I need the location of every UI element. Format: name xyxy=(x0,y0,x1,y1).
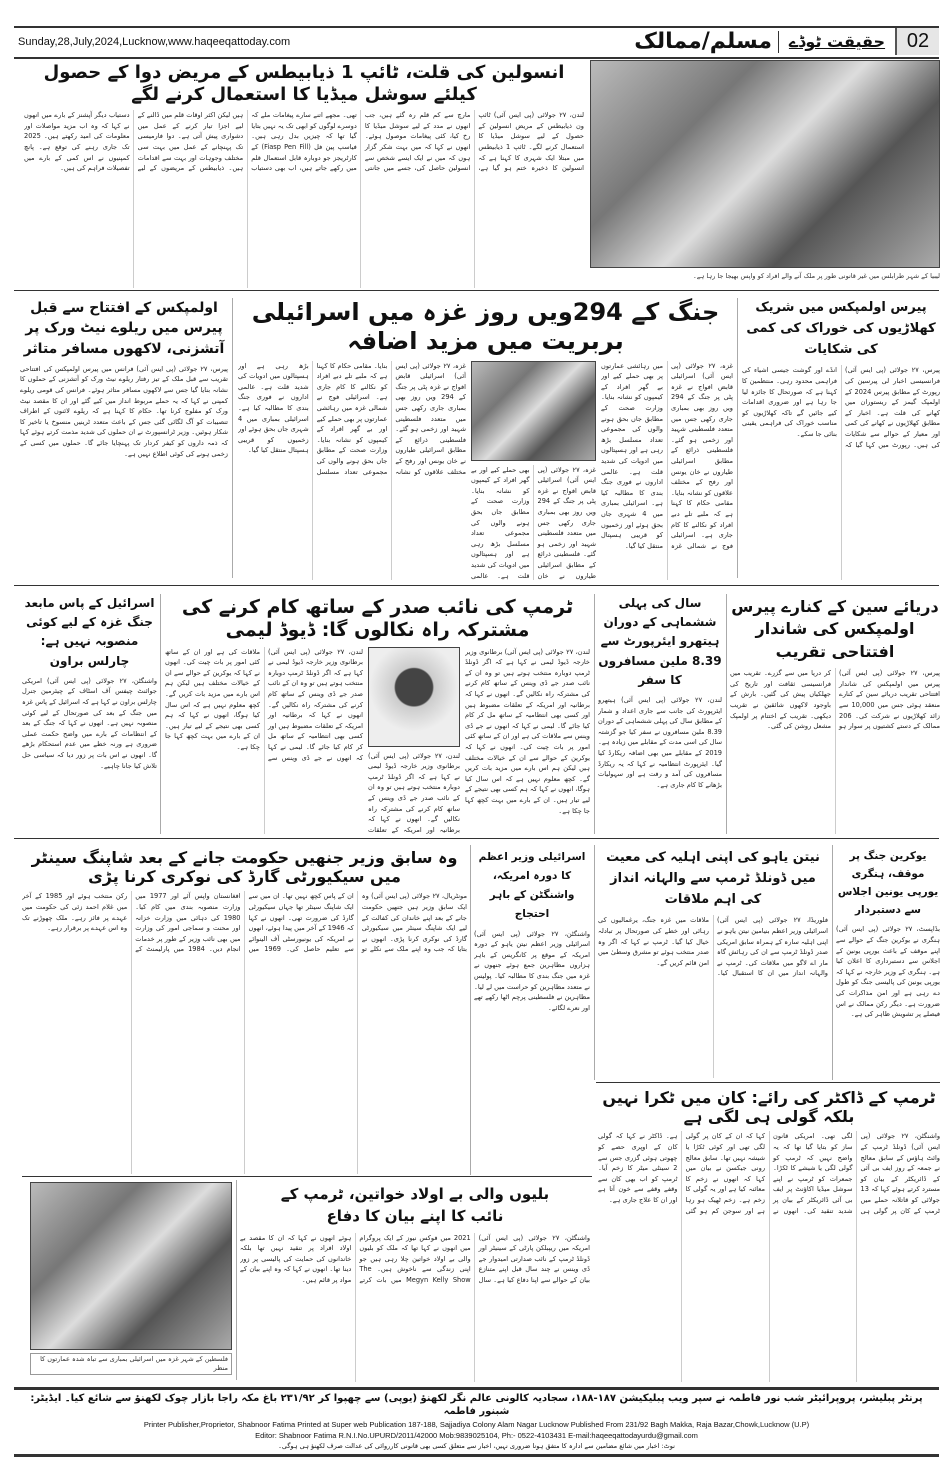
article-body-heathrow: لندن، ۲۷ جولائی (پی ایس آئی) ہیتھرو ایئرپورٹ کی جانب سے جاری اعداد و شمار کے مطابق سال کی پہلی ششماہی کے دوران 8.39 ملین مسافروں نے سفر کیا جو گزشتہ سال کی اسی مدت کے مقابلے میں زیادہ ہے۔ 2019 کے مقابلے میں بھی اضافہ ریکارڈ کیا گیا۔ ایئرپورٹ انتظامیہ نے کہا کہ یہ ریکارڈ مسافروں کی آمد و رفت ہے اور سہولیات بڑھانے کا کام جاری ہے۔ xyxy=(598,695,722,789)
article-charles-brown xyxy=(22,594,157,834)
article-body-trump-doctor: واشنگٹن، ۲۷ جولائی (پی ایس آئی) ڈونلڈ ٹرمپ کے وائٹ ہاؤس کے سابق معالج نے جمعہ کے روز ایف بی آئی کے ڈائریکٹر کے بیان کو مسترد کرتے ہوئے کہا کہ 13 جولائی کو قاتلانہ حملے میں ٹرمپ کے کان پر گولی ہی لگی تھی۔ امریکی قانون ساز کو بتایا گیا تھا کہ یہ واضح نہیں کہ ٹرمپ کو گولی لگی یا شیشے کا ٹکڑا۔ جمعرات کو ٹرمپ نے اپنے سوشل میڈیا اکاؤنٹ پر ایف بی آئی ڈائریکٹر کے بیان پر شدید تنقید کی۔ انھوں نے کہا کہ ان کے کان پر گولی لگی تھی اور کوئی ٹکڑا یا شیشہ نہیں تھا۔ سابق معالج رونی جیکسن نے بیان میں کہا کہ انھوں نے زخم کا معائنہ کیا ہے اور یہ گولی کا زخم ہے۔ زخم ٹھیک ہو رہا ہے اور سوجن کم ہو گئی ہے۔ ڈاکٹر نے کہا کہ گولی کان کے اوپری حصے کو چھوتی ہوئی گزری جس سے 2 سینٹی میٹر کا زخم آیا۔ ٹرمپ کو اب بھی کان سے وقفے وقفے سے خون آتا ہے اور ان کا علاج جاری ہے۔ xyxy=(598,1132,940,1215)
article-insulin xyxy=(24,62,584,288)
article-body-lammy-right: لندن، ۲۷ جولائی (پی ایس آئی) برطانوی وزیر خارجہ ڈیوڈ لیمی نے کہا ہے کہ اگر ڈونلڈ ٹرمپ دوبارہ منتخب ہوتے ہیں تو وہ ان کے نائب صدر جے ڈی وینس کے ساتھ کام کرنے کی مشترکہ راہ نکالیں گے۔ انھوں نے کہا کہ برطانیہ اور امریکہ کے تعلقات مضبوط ہیں اور کسی بھی انتظامیہ کے ساتھ مل کر کام کیا جائے گا۔ لیمی نے کہا کہ انھوں نے جے ڈی وینس سے ملاقات کی ہے اور ان کے ساتھ کئی امور پر بات چیت کی۔ انھوں نے کہا کہ یوکرین کے حوالے سے ان کے خیالات مختلف ہیں لیکن ہم اس بارے میں مزید بات کریں گے۔ کچھ معلوم نہیں ہے کہ اس سال کیا ہوگا، انھوں نے کہا کہ ہم کسی بھی نتیجے کے لیے تیار ہیں۔ ان کے بارے میں بہت کچھ کہا جا چکا ہے۔ xyxy=(465,647,590,815)
article-israel-pm-protest xyxy=(474,848,590,1174)
photo-gaza-rubble xyxy=(471,361,596,461)
page-number: 02 xyxy=(895,28,939,55)
headline-olympic-food: پیرس اولمپکس میں شریک کھلاڑیوں کی خوراک کی کمی کی شکایات xyxy=(746,300,936,357)
article-netanyahu-trump xyxy=(598,848,828,1078)
headline-paris-rail: اولمپکس کے افتتاح سے قبل پیرس میں ریلوے نیٹ ورک پر آتشزنی، لاکھوں مسافر متاثر xyxy=(23,300,225,357)
date-line: Sunday,28,July,2024,Lucknow,www.haqeeqattoday.com xyxy=(18,36,291,48)
headline-hungary: یوکرین جنگ پر موقف، ہنگری یورپی یونین اجلاس سے دستبردار xyxy=(837,850,939,916)
article-paris-rail xyxy=(20,298,228,580)
article-body-seine: پیرس، ۲۷ جولائی (پی ایس آئی) پیرس میں اولمپکس کی شاندار افتتاحی تقریب دریائے سین کے کنارے منعقد ہوئی جس میں 10,000 سے زائد کھلاڑیوں نے شرکت کی۔ 206 ممالک کے دستے کشتیوں پر سوار ہو کر دریا میں سے گزرے۔ تقریب میں فرانسیسی ثقافت اور تاریخ کی جھلکیاں پیش کی گئیں۔ بارش کے باوجود لاکھوں شائقین نے تقریب دیکھی۔ تقریب کے اختتام پر اولمپک مشعل روشن کی گئی۔ xyxy=(730,669,940,731)
article-body-security-guard: مونٹریال، ۲۷ جولائی (پی ایس آئی) وہ ایک سابق وزیر ہیں جنھیں حکومت جانے کے بعد اپنے خاندان کی کفالت کے لیے ایک شاپنگ سینٹر میں سیکیورٹی گارڈ کی نوکری کرنا پڑی۔ انھوں نے بتایا کہ جب وہ اپنے ملک سے نکلے تو ان کے پاس کچھ نہیں تھا۔ ان میں سے ایک شاپنگ سینٹر تھا جہاں سیکیورٹی گارڈ کی ضرورت تھی۔ انھوں نے کہا کہ 1946 کے آخر میں پیدا ہوئے، انھوں نے امریکہ کی یونیورسٹی آف الینوائے سے تعلیم حاصل کی۔ 1969 میں افغانستان واپس آئے اور 1977 میں وزارت منصوبہ بندی میں کام کیا۔ 1980 کی دہائی میں وزارت خزانہ اور محنت و سماجی امور کی وزارت میں بھی نائب وزیر کے طور پر خدمات انجام دیں۔ 1984 میں پارلیمنٹ کے رکن منتخب ہوئے اور 1985 کے آخر میں غلام احمد زئی کی حکومت میں عہدے پر فائز رہے۔ ملک چھوڑنے تک وہ اس عہدے پر برقرار رہے۔ xyxy=(22,892,467,954)
footer xyxy=(14,1392,939,1457)
article-vance xyxy=(240,1184,590,1382)
photo-block-migrants xyxy=(590,60,940,288)
article-body-lammy-cont: لندن، ۲۷ جولائی (پی ایس آئی) برطانوی وزیر خارجہ ڈیوڈ لیمی نے کہا ہے کہ اگر ڈونلڈ ٹرمپ دوبارہ منتخب ہوتے ہیں تو وہ ان کے نائب صدر جے ڈی وینس کے ساتھ کام کرنے کی مشترکہ راہ نکالیں گے۔ انھوں نے کہا کہ برطانیہ اور امریکہ کے تعلقات xyxy=(368,751,460,834)
headline-security-guard: وہ سابق وزیر جنھیں حکومت جانے کے بعد شاپنگ سینٹر میں سیکیورٹی گارڈ کی نوکری کرنا پڑی xyxy=(31,848,458,887)
masthead-logo: حقیقت ٹوڈے xyxy=(788,32,886,51)
headline-charles-brown: اسرائیل کے پاس مابعد جنگ غزہ کے لیے کوئی منصوبہ نہیں ہے: چارلس براون xyxy=(24,596,155,668)
headline-vance: بلیوں والی بے اولاد خواتین، ٹرمپ کے نائب کا اپنے بیان کا دفاع xyxy=(280,1185,550,1225)
article-body-netanyahu-trump: فلوریڈا، ۲۷ جولائی (پی ایس آئی) اسرائیلی وزیر اعظم بنیامین نیتن یاہو نے اپنی اہلیہ سارہ کے ہمراہ سابق امریکی صدر ڈونلڈ ٹرمپ سے ان کی رہائش گاہ مار اے لاگو میں ملاقات کی۔ ٹرمپ نے والہانہ انداز میں ان کا استقبال کیا۔ ملاقات میں غزہ جنگ، یرغمالیوں کی رہائی اور خطے کی صورتحال پر تبادلہ خیال کیا گیا۔ ٹرمپ نے کہا کہ اگر وہ صدر منتخب ہوئے تو مشرق وسطیٰ میں امن قائم کریں گے۔ xyxy=(598,916,828,978)
article-olympic-food xyxy=(742,298,940,580)
headline-seine: دریائے سین کے کنارے پیرس اولمپکس کی شاندار افتتاحی تقریب xyxy=(731,597,939,661)
photo-block-street xyxy=(30,1182,232,1382)
article-body-paris-rail: پیرس، ۲۷ جولائی (پی ایس آئی) فرانس میں پیرس اولمپکس کی افتتاحی تقریب سے قبل ملک کے تیز رفتار ریلوے نیٹ ورک کو آتشزنی کے حملوں کا نشانہ بنایا گیا جس سے لاکھوں مسافر متاثر ہوئے۔ فرانس کی قومی ریلوے کمپنی نے کہا کہ یہ حملے مربوط انداز میں کیے گئے اور ان کا مقصد نیٹ ورک کو مفلوج کرنا تھا۔ حکام کا کہنا ہے کہ ریلوے لائنوں کے اطراف تنصیبات کو آگ لگائی گئی جس کے باعث متعدد ٹرینیں منسوخ یا تاخیر کا شکار ہوئیں۔ وزیر ٹرانسپورٹ نے ان حملوں کی شدید مذمت کرتے ہوئے کہا کہ ذمہ داروں کو کیفر کردار تک پہنچایا جائے گا۔ حملوں میں کسی کے زخمی ہونے کی کوئی اطلاع نہیں ہے۔ xyxy=(20,364,228,458)
article-seine xyxy=(730,596,940,834)
footer-editor-line: Editor: Shabnoor Fatima R.N.I.No.UPURD/2011/42000 Mob:9839025104, Ph:- 0522-4103431 E-mail:haqeeqattodayurdu@gmail.com xyxy=(255,1431,698,1440)
headline-israel-pm-protest: اسرائیلی وزیر اعظم کا دورہ امریکہ، واشنگٹن کے باہر احتجاج xyxy=(478,851,586,920)
headline-lammy: ٹرمپ کی نائب صدر کے ساتھ کام کرنے کی مشترکہ راہ نکالوں گا: ڈیوڈ لیمی xyxy=(181,596,574,641)
divider xyxy=(778,31,779,53)
footer-urdu-imprint: پرنٹر پبلیشر، پروپرائیٹر شب نور فاطمہ نے سپر ویب پبلیکیشن ۱۸۷-۱۸۸، سجادیہ کالونی عالم نگر لکھنؤ (یوپی) سے چھپوا کر ۲۳۱/۹۲ باغ مکہ راجا بازار چوک لکھنؤ سے شائع کیا۔ ایڈیٹر: شبنور فاطمہ xyxy=(30,1393,923,1417)
headline-heathrow: سال کی پہلی ششماہی کے دوران ہیتھرو ایئرپورٹ سے 8.39 ملین مسافروں کا سفر xyxy=(598,596,722,687)
photo-caption-street: فلسطین کے شہر غزہ میں اسرائیلی بمباری سے تباہ شدہ عمارتوں کا منظر xyxy=(30,1353,232,1375)
article-gaza xyxy=(238,298,733,580)
footer-english-imprint: Printer Publisher,Proprietor, Shabnoor Fatima Printed at Super web Publication 187-188, Sajjadiya Colony Alam Nagar Lucknow Published From 231/92 Bagh Makka, Raja Bazar,Chowk,Lucknow (U.P) xyxy=(143,1420,810,1429)
article-body-hungary: بڈاپسٹ، ۲۷ جولائی (پی ایس آئی) ہنگری نے یوکرین جنگ کے حوالے سے اپنے موقف کے باعث یورپی یونین کے اجلاس سے دستبرداری کا اعلان کیا ہے۔ ہنگری کے وزیر خارجہ نے کہا کہ یورپی یونین کی پالیسی جنگ کو طول دے رہی ہے اور امن مذاکرات کی ضرورت ہے۔ دیگر رکن ممالک نے اس فیصلے پر تشویش ظاہر کی ہے۔ xyxy=(836,925,940,1019)
article-body-israel-pm-protest: واشنگٹن، ۲۷ جولائی (پی ایس آئی) اسرائیلی وزیر اعظم نیتن یاہو کے دورہ امریکہ کے موقع پر کانگریس کے باہر ہزاروں مظاہرین جمع ہوئے جنھوں نے غزہ میں جنگ بندی کا مطالبہ کیا۔ پولیس نے متعدد مظاہرین کو حراست میں لے لیا۔ مظاہرین نے فلسطینی پرچم اٹھا رکھے تھے اور نعرے لگائے۔ xyxy=(474,929,590,1012)
article-body-gaza-right: غزہ، ۲۷ جولائی (پی ایس آئی) اسرائیلی قابض افواج نے غزہ پٹی پر جنگ کے 294 ویں روز بھی بمباری جاری رکھی جس میں متعدد فلسطینی شہید اور زخمی ہو گئے۔ فلسطینی ذرائع کے مطابق اسرائیلی طیاروں نے خان یونس اور رفح کے مختلف علاقوں کو نشانہ بنایا۔ مقامی حکام کا کہنا ہے کہ ملبے تلے دبے افراد کو نکالنے کا کام جاری ہے۔ اسرائیلی فوج نے شمالی غزہ میں رہائشی عمارتوں پر بھی حملے کیے اور بے گھر افراد کے کیمپوں کو نشانہ بنایا۔ وزارت صحت کے مطابق جاں بحق ہونے والوں کی مجموعی تعداد مسلسل بڑھ رہی ہے اور ہسپتالوں میں ادویات کی شدید قلت ہے۔ عالمی اداروں نے فوری جنگ بندی کا مطالبہ کیا ہے۔ اسرائیلی بمباری میں 4 شہری جاں بحق ہوئے اور زخمیوں کو قریبی ہسپتال منتقل کیا گیا۔ xyxy=(601,361,733,550)
headline-gaza: جنگ کے 294ویں روز غزہ میں اسرائیلی بربریت میں مزید اضافہ xyxy=(251,298,720,355)
article-body-olympic-food: پیرس، ۲۷ جولائی (پی ایس آئی) فرانسیسی اخبار لی پیرسین کی رپورٹ کے مطابق پیرس 2024 کے اولمپک گیمز کے ریستوران میں کھانے کی قلت ہے۔ اخبار کے مطابق کھلاڑیوں نے کھانے کی کمی اور معیار کے حوالے سے شکایات کی ہیں۔ رپورٹ میں کہا گیا کہ انڈے اور گوشت جیسی اشیاء کی فراہمی محدود رہی۔ منتظمین کا کہنا ہے کہ صورتحال کا جائزہ لیا جا رہا ہے اور ضروری اقدامات کیے جائیں گے تاکہ کھلاڑیوں کو مناسب خوراک کی فراہمی یقینی بنائی جا سکے۔ xyxy=(742,366,940,449)
article-body-charles-brown: واشنگٹن، ۲۷ جولائی (پی ایس آئی) امریکی جوائنٹ چیفس آف اسٹاف کے چیئرمین جنرل چارلس براون نے کہا ہے کہ اسرائیل کے پاس غزہ میں جنگ کے بعد کی صورتحال کے لیے کوئی منصوبہ نہیں ہے۔ انھوں نے کہا کہ جنگ کے بعد کے انتظامات کے بارے میں واضح حکمت عملی ضروری ہے ورنہ خطے میں عدم استحکام بڑھے گا۔ انھوں نے اس بات پر زور دیا کہ سیاسی حل تلاش کیا جانا چاہیے۔ xyxy=(22,676,157,770)
article-trump-doctor xyxy=(598,1088,940,1382)
article-body-insulin: لندن، ۲۷ جولائی (پی ایس آئی) ٹائپ ون ذیابیطس کے مریض انسولین کے حصول کے لیے سوشل میڈیا کا استعمال کرنے لگے۔ ٹائپ 1 ذیابیطس میں مبتلا ایک شہری کا کہنا ہے کہ انسولین کا ذخیرہ ختم ہو گیا ہے، مارچ سے کم قلم رہ گئے ہیں، جب انھوں نے مدد کے لیے سوشل میڈیا کا رخ کیا، کئی پیغامات موصول ہوئے۔ انھوں نے کہا کہ میں بہت شکر گزار ہوں کہ میں نے ایک ایسے شخص سے انسولین حاصل کی، جسے میں جانتی تھی۔ مجھے اتنے سارے پیغامات ملے کہ دوسرے لوگوں کو ابھی تک یہ نہیں بتایا گیا تھا کہ چیزیں بدل رہی ہیں۔ فیاسپ پین فل (Fiasp Pen Fill) کے کارٹریجز جو دوبارہ قابل استعمال قلم میں رکھے جاتے ہیں، اب بھی دستیاب ہیں لیکن اکثر اوقات قلم میں ڈالنے کے لیے اجزا تیار کرنے کے عمل میں دشواری پیش آتی ہے۔ دوا فارمیسی تک پہنچانے کے عمل میں بہت سی مختلف وجوہات اور بہت سے اقدامات ہیں۔ ذیابیطس کے مریضوں کے لیے دستیاب دیگر آپشنز کے بارے میں انھوں نے کہا کہ وہ اب مزید مواصلات اور معلومات کی امید رکھتے ہیں۔ 2025 تک جاری رہنے کی توقع ہے۔ پانچ کمپنیوں نے اس کمی کے بارے میں تفصیلات فراہم کی ہیں۔ xyxy=(24,111,584,173)
section-title: مسلم/ممالک xyxy=(634,29,772,54)
article-body-vance: واشنگٹن، ۲۷ جولائی (پی ایس آئی) امریکہ میں ریپبلکن پارٹی کے سینیٹر اور ڈونلڈ ٹرمپ کے نائب صدارتی امیدوار جے ڈی وینس نے چند سال قبل اپنے متنازع بیان کے حوالے سے اپنا دفاع کیا ہے۔ سال 2021 میں فوکس نیوز کے ایک پروگرام میں انھوں نے کہا تھا کہ ملک کو بلیوں والی بے اولاد خواتین چلا رہی ہیں جو اپنی زندگی سے ناخوش ہیں۔ The Megyn Kelly Show میں بات کرتے ہوئے انھوں نے کہا کہ ان کا مقصد بے اولاد افراد پر تنقید نہیں تھا بلکہ خاندانوں کی حمایت کی پالیسی پر زور دینا تھا۔ انھوں نے کہا کہ وہ اپنے بیان کے مواد پر قائم ہیں۔ xyxy=(240,1233,590,1284)
article-hungary xyxy=(836,848,940,1078)
article-body-lammy: لندن، ۲۷ جولائی (پی ایس آئی) برطانوی وزیر خارجہ ڈیوڈ لیمی نے کہا ہے کہ اگر ڈونلڈ ٹرمپ دوبارہ منتخب ہوتے ہیں تو وہ ان کے نائب صدر جے ڈی وینس کے ساتھ کام کرنے کی مشترکہ راہ نکالیں گے۔ انھوں نے کہا کہ برطانیہ اور امریکہ کے تعلقات مضبوط ہیں اور کسی بھی انتظامیہ کے ساتھ مل کر کام کیا جائے گا۔ لیمی نے کہا کہ انھوں نے جے ڈی وینس سے ملاقات کی ہے اور ان کے ساتھ کئی امور پر بات چیت کی۔ انھوں نے کہا کہ یوکرین کے حوالے سے ان کے خیالات مختلف ہیں لیکن ہم اس بارے میں مزید بات کریں گے۔ کچھ معلوم نہیں ہے کہ اس سال کیا ہوگا، انھوں نے کہا کہ ہم کسی بھی نتیجے کے لیے تیار ہیں۔ ان کے بارے میں بہت کچھ کہا جا چکا ہے۔ xyxy=(165,647,363,762)
photo-migrants xyxy=(590,60,940,268)
footer-disclaimer: نوٹ: اخبار میں شائع مضامین سے ادارہ کا متفق ہونا ضروری نہیں، اخبار سے متعلق کسی بھی قانونی کارروائی کی عدالت صرف لکھنؤ ہی ہوگی۔ xyxy=(278,1442,675,1450)
headline-trump-doctor: ٹرمپ کے ڈاکٹر کی رائے: کان میں ٹکرا نہیں بلکہ گولی ہی لگی ہے xyxy=(602,1088,936,1127)
headline-netanyahu-trump: نیتن یاہو کی اپنی اہلیہ کی معیت میں ڈونلڈ ٹرمپ سے والہانہ انداز کی اہم ملاقات xyxy=(606,850,820,907)
photo-david-lammy xyxy=(368,647,460,747)
photo-caption-migrants: لیبیا کے شہر طرابلس میں غیر قانونی طور پر ملک آنے والے افراد کو واپس بھیجا جا رہا ہے۔ xyxy=(692,272,940,280)
headline-insulin: انسولین کی قلت، ٹائپ 1 ذیابیطس کے مریض دوا کے حصول کیلئے سوشل میڈیا کا استعمال کرنے لگے xyxy=(43,62,565,105)
article-security-guard xyxy=(22,848,467,1174)
article-body-gaza-cont: غزہ، ۲۷ جولائی (پی ایس آئی) اسرائیلی قابض افواج نے غزہ پٹی پر جنگ کے 294 ویں روز بھی بمباری جاری رکھی جس میں متعدد فلسطینی شہید اور زخمی ہو گئے۔ فلسطینی ذرائع کے مطابق اسرائیلی طیاروں نے خان بھی حملے کیے اور بے گھر افراد کے کیمپوں کو نشانہ بنایا۔ وزارت صحت کے مطابق جاں بحق ہونے والوں کی مجموعی تعداد مسلسل بڑھ رہی ہے اور ہسپتالوں میں ادویات کی شدید قلت ہے۔ عالمی xyxy=(471,465,596,580)
article-body-gaza: غزہ، ۲۷ جولائی (پی ایس آئی) اسرائیلی قابض افواج نے غزہ پٹی پر جنگ کے 294 ویں روز بھی بمباری جاری رکھی جس میں متعدد فلسطینی شہید اور زخمی ہو گئے۔ فلسطینی ذرائع کے مطابق اسرائیلی طیاروں نے خان یونس اور رفح کے مختلف علاقوں کو نشانہ بنایا۔ مقامی حکام کا کہنا ہے کہ ملبے تلے دبے افراد کو نکالنے کا کام جاری ہے۔ اسرائیلی فوج نے شمالی غزہ میں رہائشی عمارتوں پر بھی حملے کیے اور بے گھر افراد کے کیمپوں کو نشانہ بنایا۔ وزارت صحت کے مطابق جاں بحق ہونے والوں کی مجموعی تعداد مسلسل بڑھ رہی ہے اور ہسپتالوں میں ادویات کی شدید قلت ہے۔ عالمی اداروں نے فوری جنگ بندی کا مطالبہ کیا ہے۔ اسرائیلی بمباری میں 4 شہری جاں بحق ہوئے اور زخمیوں کو قریبی ہسپتال منتقل کیا گیا۔ xyxy=(238,361,466,476)
article-heathrow xyxy=(598,594,722,834)
article-lammy xyxy=(165,596,590,834)
photo-street-rubble xyxy=(30,1182,232,1350)
